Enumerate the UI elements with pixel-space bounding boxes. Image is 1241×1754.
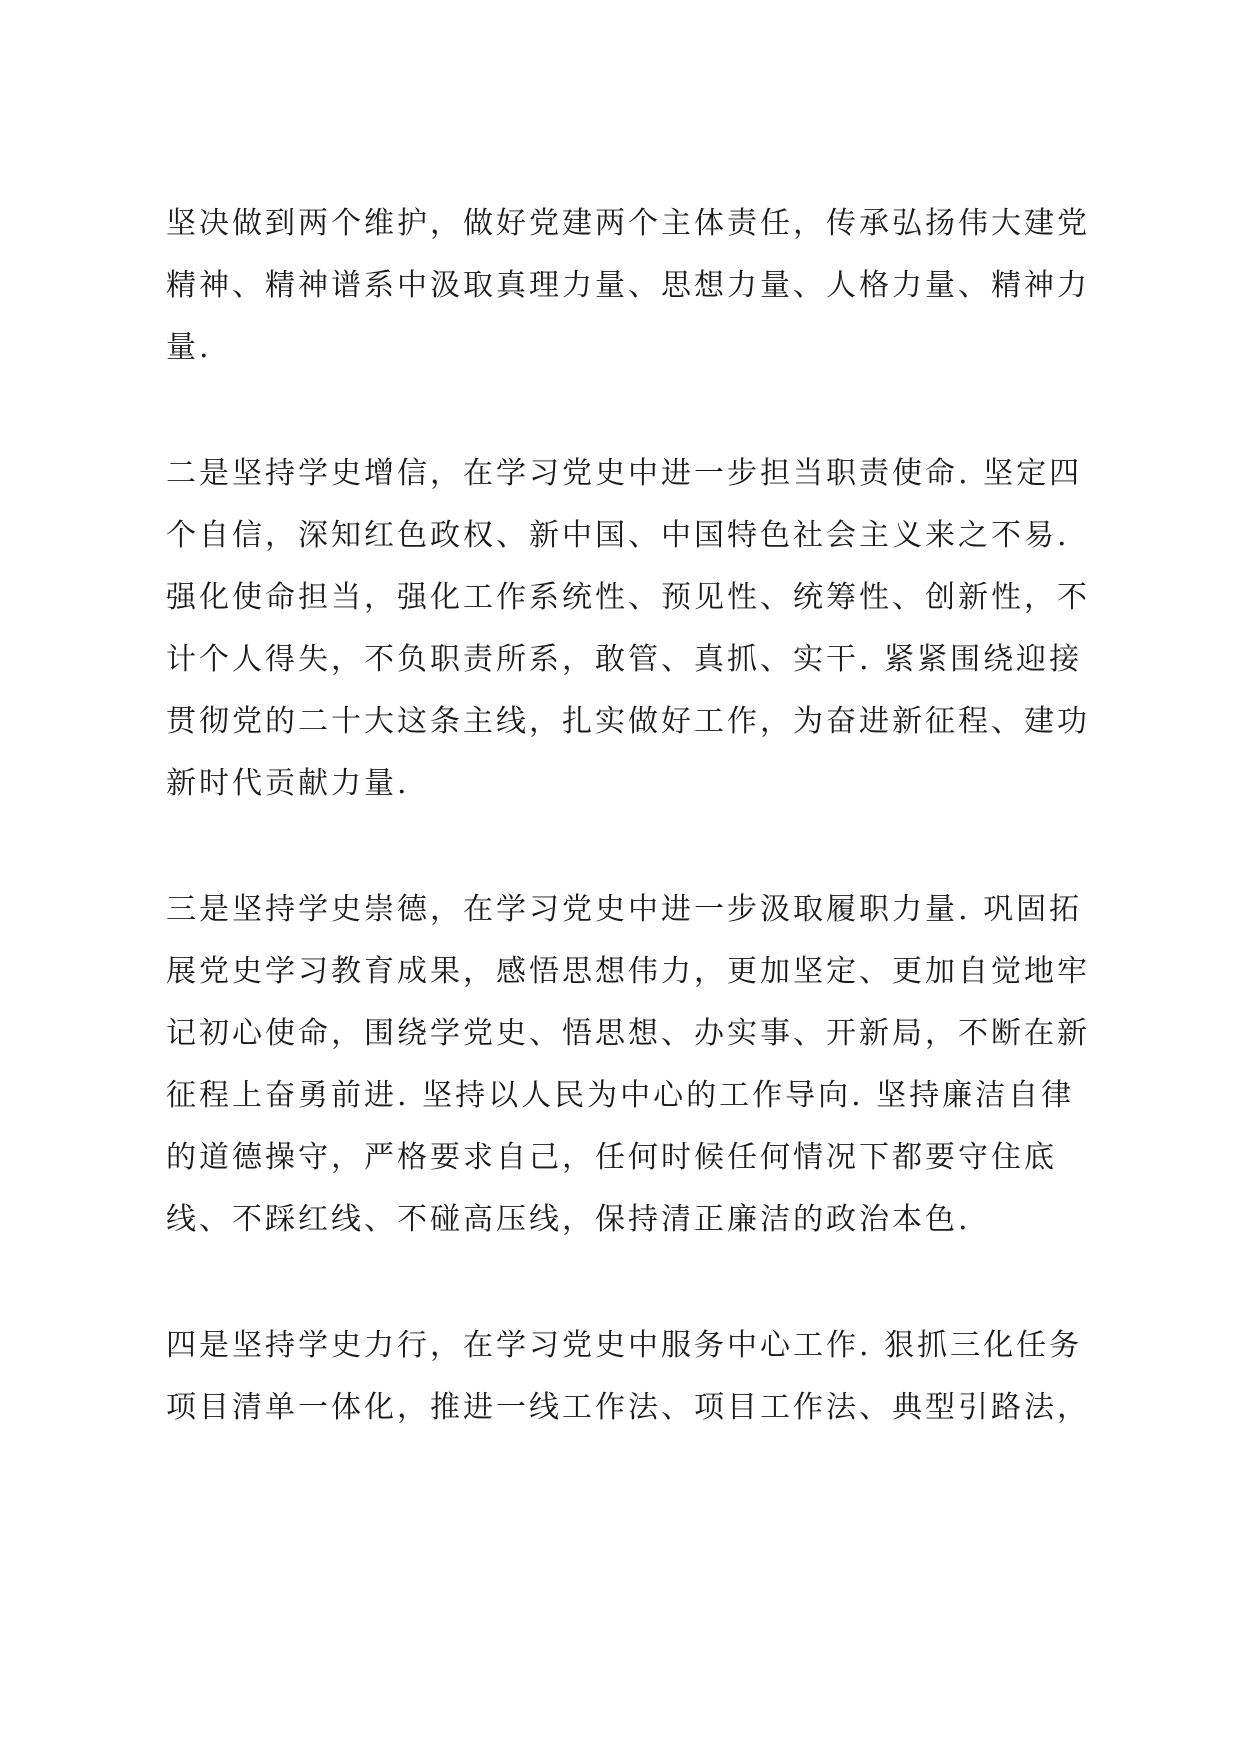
paragraph-3-line-2: 展党史学习教育成果，感悟思想伟力，更加坚定、更加自觉地牢 [166,954,1090,989]
paragraph-2-line-3: 强化使命担当，强化工作系统性、预见性、统筹性、创新性，不 [166,580,1090,615]
paragraph-3-line-5: 的道德操守，严格要求自己，任何时候任何情况下都要守住底 [166,1140,1057,1175]
paragraph-2-line-5: 贯彻党的二十大这条主线，扎实做好工作，为奋进新征程、建功 [166,704,1090,739]
paragraph-3-line-6: 线、不踩红线、不碰高压线，保持清正廉洁的政治本色. [166,1202,971,1237]
paragraph-1-line-3: 量. [166,330,212,365]
paragraph-2-line-4: 计个人得失，不负职责所系，敢管、真抓、实干. 紧紧围绕迎接 [166,642,1083,677]
paragraph-2-line-2: 个自信，深知红色政权、新中国、中国特色社会主义来之不易. [166,518,1070,553]
paragraph-3-line-1: 三是坚持学史崇德，在学习党史中进一步汲取履职力量. 巩固拓 [166,892,1083,927]
paragraph-2-line-6: 新时代贡献力量. [166,766,410,801]
paragraph-1-line-2: 精神、精神谱系中汲取真理力量、思想力量、人格力量、精神力 [166,268,1090,303]
paragraph-4-line-2: 项目清单一体化，推进一线工作法、项目工作法、典型引路法， [166,1390,1090,1425]
paragraph-1-line-1: 坚决做到两个维护，做好党建两个主体责任，传承弘扬伟大建党 [166,206,1090,241]
paragraph-4-line-1: 四是坚持学史力行，在学习党史中服务中心工作. 狠抓三化任务 [166,1328,1083,1363]
paragraph-3-line-3: 记初心使命，围绕学党史、悟思想、办实事、开新局，不断在新 [166,1016,1090,1051]
paragraph-3-line-4: 征程上奋勇前进. 坚持以人民为中心的工作导向. 坚持廉洁自律 [166,1078,1075,1113]
paragraph-2-line-1: 二是坚持学史增信，在学习党史中进一步担当职责使命. 坚定四 [166,456,1083,491]
